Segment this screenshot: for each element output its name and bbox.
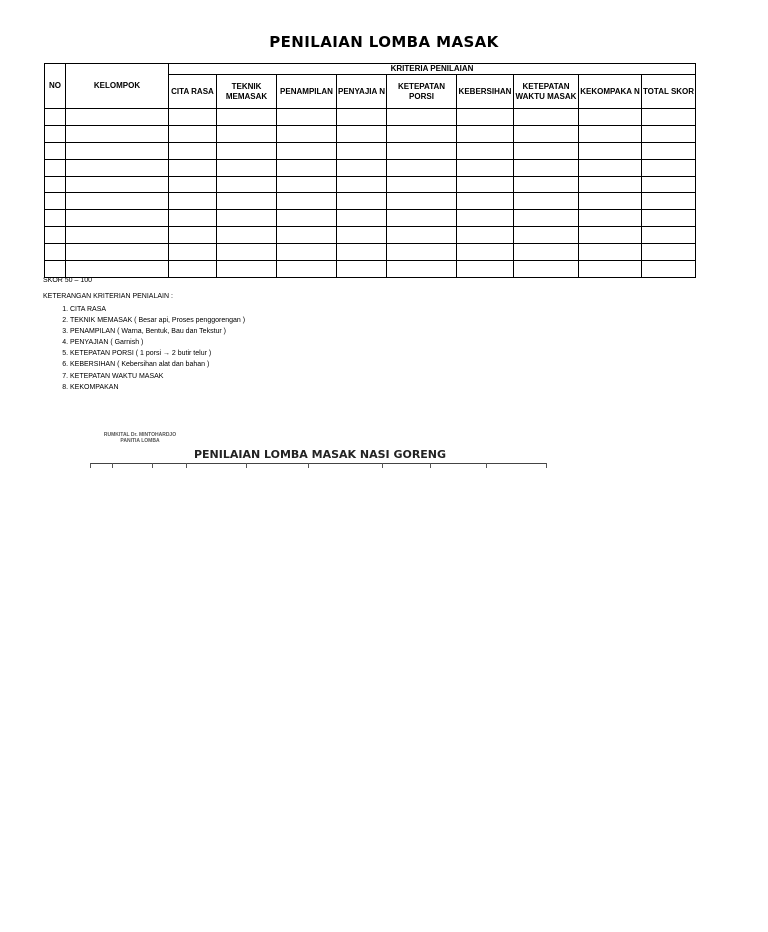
header-kriteria-penilaian: KRITERIA PENILAIAN — [169, 64, 696, 75]
keterangan-item: 8. KEKOMPAKAN — [70, 382, 245, 393]
table-cell — [514, 109, 579, 126]
table-cell — [169, 227, 217, 244]
table-cell — [457, 193, 514, 210]
table-cell — [169, 109, 217, 126]
table-cell — [169, 193, 217, 210]
table-cell — [514, 176, 579, 193]
table-cell — [45, 227, 66, 244]
table-row — [45, 125, 696, 142]
table-cell — [66, 176, 169, 193]
table-cell — [169, 261, 217, 278]
table-cell — [337, 176, 387, 193]
table-cell — [579, 244, 642, 261]
table-cell — [387, 210, 457, 227]
table-cell — [387, 227, 457, 244]
table-cell — [579, 159, 642, 176]
table-cell — [514, 125, 579, 142]
table-cell — [277, 227, 337, 244]
keterangan-item: 7. KETEPATAN WAKTU MASAK — [70, 371, 245, 382]
table-cell — [217, 210, 277, 227]
table-cell — [337, 210, 387, 227]
table-cell — [514, 193, 579, 210]
table-cell — [66, 227, 169, 244]
table-cell — [387, 193, 457, 210]
table-cell — [169, 244, 217, 261]
table-cell — [387, 261, 457, 278]
header-kelompok: KELOMPOK — [66, 64, 169, 109]
table-cell — [277, 210, 337, 227]
table-cell — [217, 261, 277, 278]
table-cell — [66, 193, 169, 210]
table-cell — [337, 193, 387, 210]
table-cell — [514, 244, 579, 261]
table-cell — [579, 261, 642, 278]
table-cell — [457, 159, 514, 176]
table-cell — [66, 109, 169, 126]
table-cell — [277, 244, 337, 261]
scan-title: PENILAIAN LOMBA MASAK NASI GORENG — [193, 448, 447, 461]
table-row — [45, 159, 696, 176]
table-cell — [457, 244, 514, 261]
table-cell — [579, 227, 642, 244]
table-cell — [387, 176, 457, 193]
table-cell — [169, 210, 217, 227]
header-penyajian: PENYAJIA N — [337, 75, 387, 109]
keterangan-item: 1. CITA RASA — [70, 304, 245, 315]
keterangan-title: KETERANGAN KRITERIAN PENIALAIN : — [43, 293, 173, 300]
table-cell — [45, 176, 66, 193]
header-teknik-memasak: TEKNIK MEMASAK — [217, 75, 277, 109]
scan-org-line2: PANITIA LOMBA — [120, 438, 160, 444]
table-row — [45, 210, 696, 227]
table-cell — [277, 176, 337, 193]
table-cell — [277, 159, 337, 176]
table-cell — [642, 176, 696, 193]
table-cell — [169, 125, 217, 142]
table-row — [45, 176, 696, 193]
table-cell — [45, 109, 66, 126]
table-cell — [642, 142, 696, 159]
table-cell — [66, 159, 169, 176]
table-cell — [514, 210, 579, 227]
header-kebersihan: KEBERSIHAN — [457, 75, 514, 109]
keterangan-item: 2. TEKNIK MEMASAK ( Besar api, Proses penggorengan ) — [70, 315, 245, 326]
table-cell — [337, 159, 387, 176]
table-cell — [217, 125, 277, 142]
table-cell — [169, 176, 217, 193]
table-row — [45, 244, 696, 261]
table-row — [45, 142, 696, 159]
table-cell — [642, 159, 696, 176]
table-cell — [277, 109, 337, 126]
table-cell — [217, 176, 277, 193]
table-cell — [579, 142, 642, 159]
table-cell — [642, 109, 696, 126]
keterangan-list — [43, 304, 245, 393]
table-cell — [277, 142, 337, 159]
header-kekompakan: KEKOMPAKA N — [579, 75, 642, 109]
table-cell — [642, 227, 696, 244]
table-cell — [66, 261, 169, 278]
table-cell — [337, 109, 387, 126]
table-cell — [514, 159, 579, 176]
table-cell — [579, 210, 642, 227]
table-cell — [457, 142, 514, 159]
table-cell — [217, 244, 277, 261]
header-ketepatan-porsi: KETEPATAN PORSI — [387, 75, 457, 109]
table-cell — [579, 125, 642, 142]
table-row — [45, 193, 696, 210]
table-cell — [66, 210, 169, 227]
table-row — [45, 227, 696, 244]
table-cell — [45, 125, 66, 142]
table-cell — [387, 142, 457, 159]
table-cell — [66, 244, 169, 261]
scoring-table — [44, 63, 696, 278]
table-cell — [457, 227, 514, 244]
table-cell — [457, 109, 514, 126]
table-cell — [457, 210, 514, 227]
table-cell — [169, 159, 217, 176]
table-cell — [337, 125, 387, 142]
table-cell — [579, 193, 642, 210]
table-cell — [217, 142, 277, 159]
table-cell — [514, 261, 579, 278]
scan-table-top-border — [90, 463, 547, 464]
header-total-skor: TOTAL SKOR — [642, 75, 696, 109]
keterangan-item: 6. KEBERSIHAN ( Kebersihan alat dan bahan ) — [70, 359, 245, 370]
keterangan-item: 5. KETEPATAN PORSI ( 1 porsi → 2 butir telur ) — [70, 348, 245, 359]
table-cell — [457, 261, 514, 278]
table-cell — [387, 109, 457, 126]
table-row — [45, 109, 696, 126]
table-cell — [277, 125, 337, 142]
table-cell — [45, 193, 66, 210]
table-cell — [217, 193, 277, 210]
table-cell — [277, 193, 337, 210]
table-cell — [45, 159, 66, 176]
table-cell — [277, 261, 337, 278]
table-cell — [45, 244, 66, 261]
header-ketepatan-waktu-masak: KETEPATAN WAKTU MASAK — [514, 75, 579, 109]
table-cell — [642, 244, 696, 261]
table-cell — [514, 142, 579, 159]
table-cell — [514, 227, 579, 244]
table-cell — [642, 261, 696, 278]
header-cita-rasa: CITA RASA — [169, 75, 217, 109]
table-row — [45, 261, 696, 278]
table-cell — [66, 125, 169, 142]
skor-range-note: SKOR 50 – 100 — [43, 277, 93, 284]
table-cell — [642, 193, 696, 210]
table-cell — [45, 142, 66, 159]
table-cell — [457, 176, 514, 193]
table-cell — [579, 176, 642, 193]
scan-org-line1: RUMKITAL Dr. MINTOHARDJO — [103, 432, 177, 438]
table-cell — [642, 210, 696, 227]
table-cell — [217, 109, 277, 126]
table-cell — [66, 142, 169, 159]
header-no: NO — [45, 64, 66, 109]
page-title: PENILAIAN LOMBA MASAK — [269, 33, 499, 51]
header-penampilan: PENAMPILAN — [277, 75, 337, 109]
table-cell — [387, 125, 457, 142]
table-cell — [579, 109, 642, 126]
table-cell — [387, 244, 457, 261]
table-cell — [642, 125, 696, 142]
table-cell — [217, 159, 277, 176]
table-cell — [337, 244, 387, 261]
keterangan-item: 3. PENAMPILAN ( Warna, Bentuk, Bau dan Tekstur ) — [70, 326, 245, 337]
table-cell — [337, 261, 387, 278]
keterangan-item: 4. PENYAJIAN ( Garnish ) — [70, 337, 245, 348]
table-cell — [45, 210, 66, 227]
table-cell — [169, 142, 217, 159]
table-cell — [457, 125, 514, 142]
table-cell — [387, 159, 457, 176]
table-cell — [217, 227, 277, 244]
table-cell — [45, 261, 66, 278]
table-cell — [337, 142, 387, 159]
embedded-scan-image — [90, 430, 550, 468]
scan-organization — [92, 432, 188, 444]
table-cell — [337, 227, 387, 244]
